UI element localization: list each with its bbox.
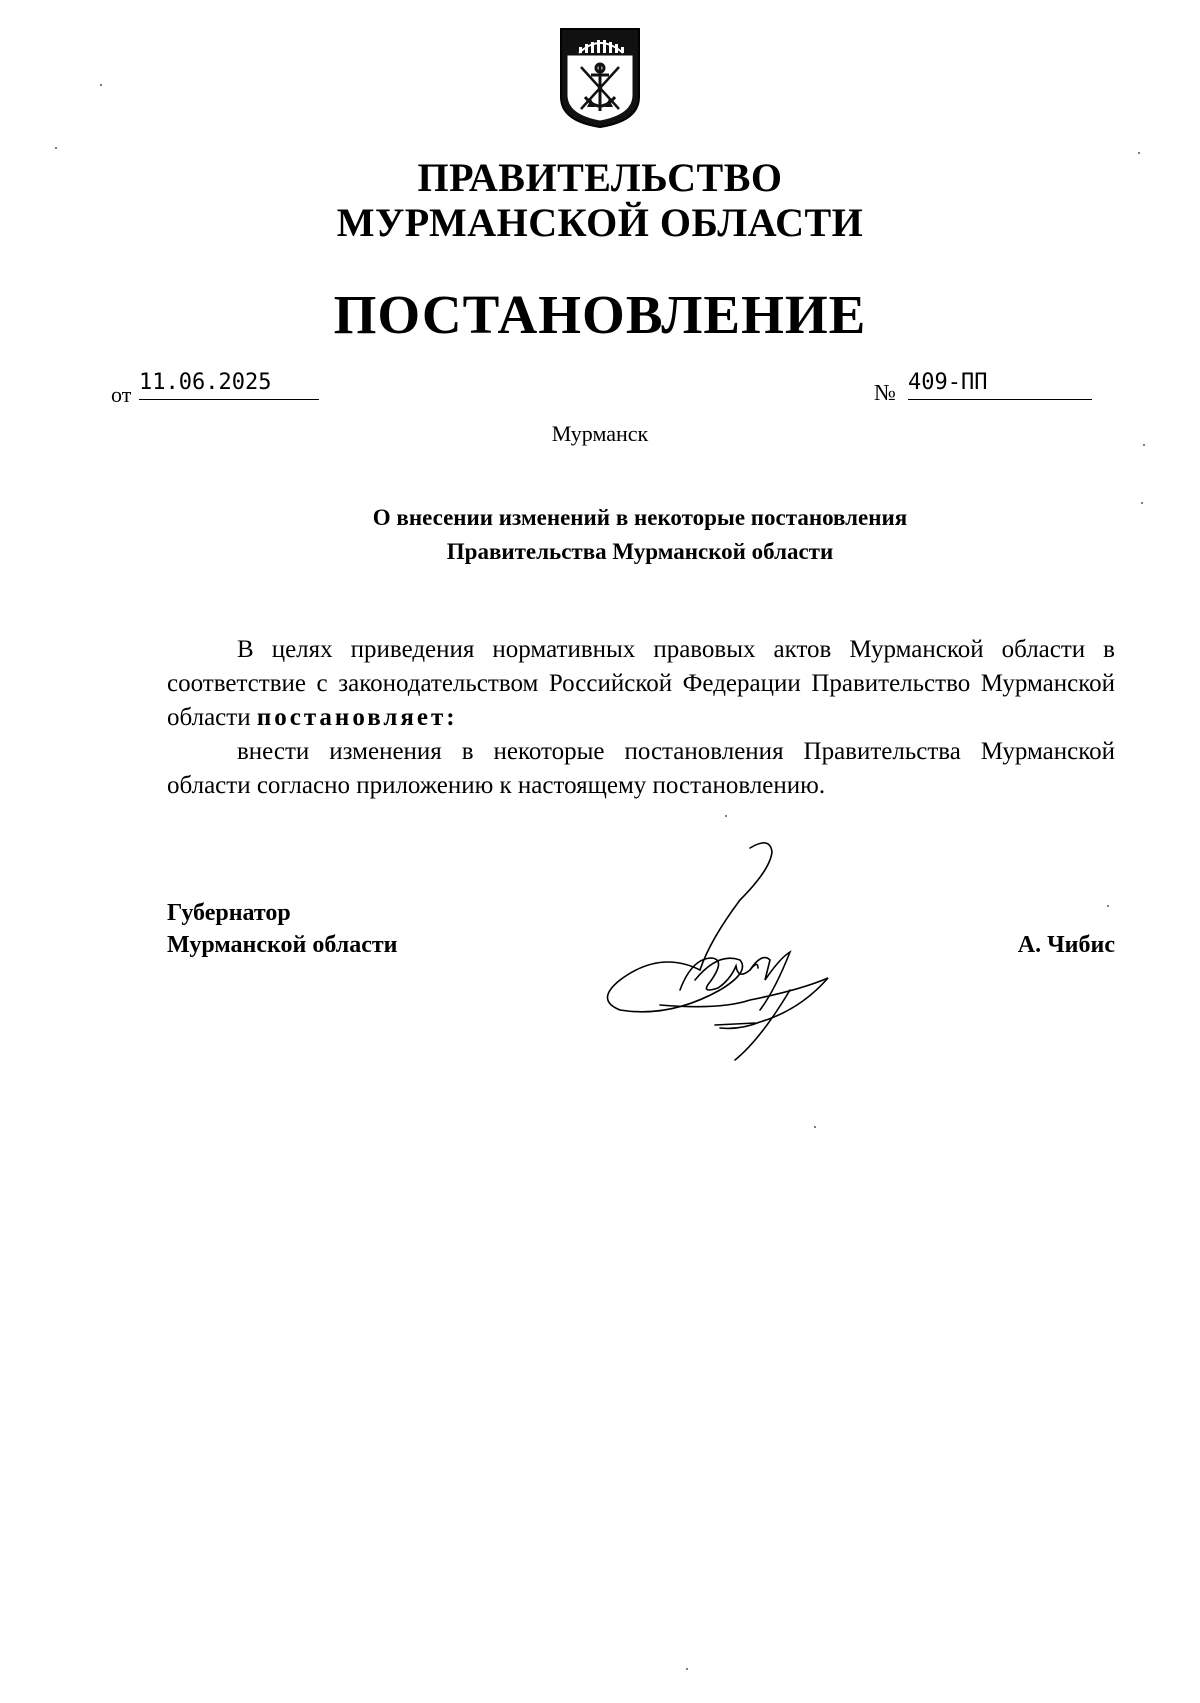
scan-speck bbox=[1138, 152, 1140, 154]
signer-position-line1: Губернатор bbox=[167, 900, 291, 926]
signer-name: А. Чибис bbox=[1017, 932, 1115, 958]
scan-speck bbox=[686, 1668, 688, 1670]
scan-speck bbox=[1141, 502, 1143, 504]
signer-position bbox=[167, 897, 397, 961]
decree-word: постановляет: bbox=[256, 704, 458, 731]
murmansk-coat-of-arms-icon bbox=[557, 25, 643, 129]
scan-speck bbox=[725, 815, 727, 817]
scan-speck bbox=[100, 84, 102, 86]
number-value: 409-ПП bbox=[908, 370, 1092, 400]
resolution-text: внести изменения в некоторые постановления Правительства Мурманской области согласно приложению к настоящему постановлению. bbox=[167, 738, 1115, 799]
document-subject bbox=[0, 501, 1200, 569]
date-prefix: от bbox=[111, 382, 132, 407]
subject-line2: Правительства Мурманской области bbox=[446, 539, 834, 564]
scan-speck bbox=[55, 147, 57, 149]
org-title-line1: ПРАВИТЕЛЬСТВО bbox=[417, 155, 783, 200]
organization-title bbox=[0, 155, 1200, 245]
document-type: ПОСТАНОВЛЕНИЕ bbox=[333, 284, 867, 345]
paragraph-preamble bbox=[167, 633, 1115, 735]
city-name: Мурманск bbox=[551, 421, 649, 446]
document-body bbox=[167, 633, 1115, 803]
paragraph-resolution bbox=[167, 735, 1115, 803]
handwritten-signature-icon bbox=[600, 840, 860, 1070]
subject-line1: О внесении изменений в некоторые постановления bbox=[372, 505, 908, 530]
scan-speck bbox=[1143, 444, 1145, 446]
scan-speck bbox=[814, 1126, 816, 1128]
org-title-line2: МУРМАНСКОЙ ОБЛАСТИ bbox=[336, 200, 864, 245]
signer-position-line2: Мурманской области bbox=[167, 932, 398, 958]
number-prefix: № bbox=[874, 380, 896, 405]
preamble-text: В целях приведения нормативных правовых актов Мурманской области в соответствие с законодательством Российской Федерации Правительство Мурманской области bbox=[167, 636, 1115, 731]
scan-speck bbox=[1107, 905, 1109, 907]
date-value: 11.06.2025 bbox=[139, 370, 319, 400]
